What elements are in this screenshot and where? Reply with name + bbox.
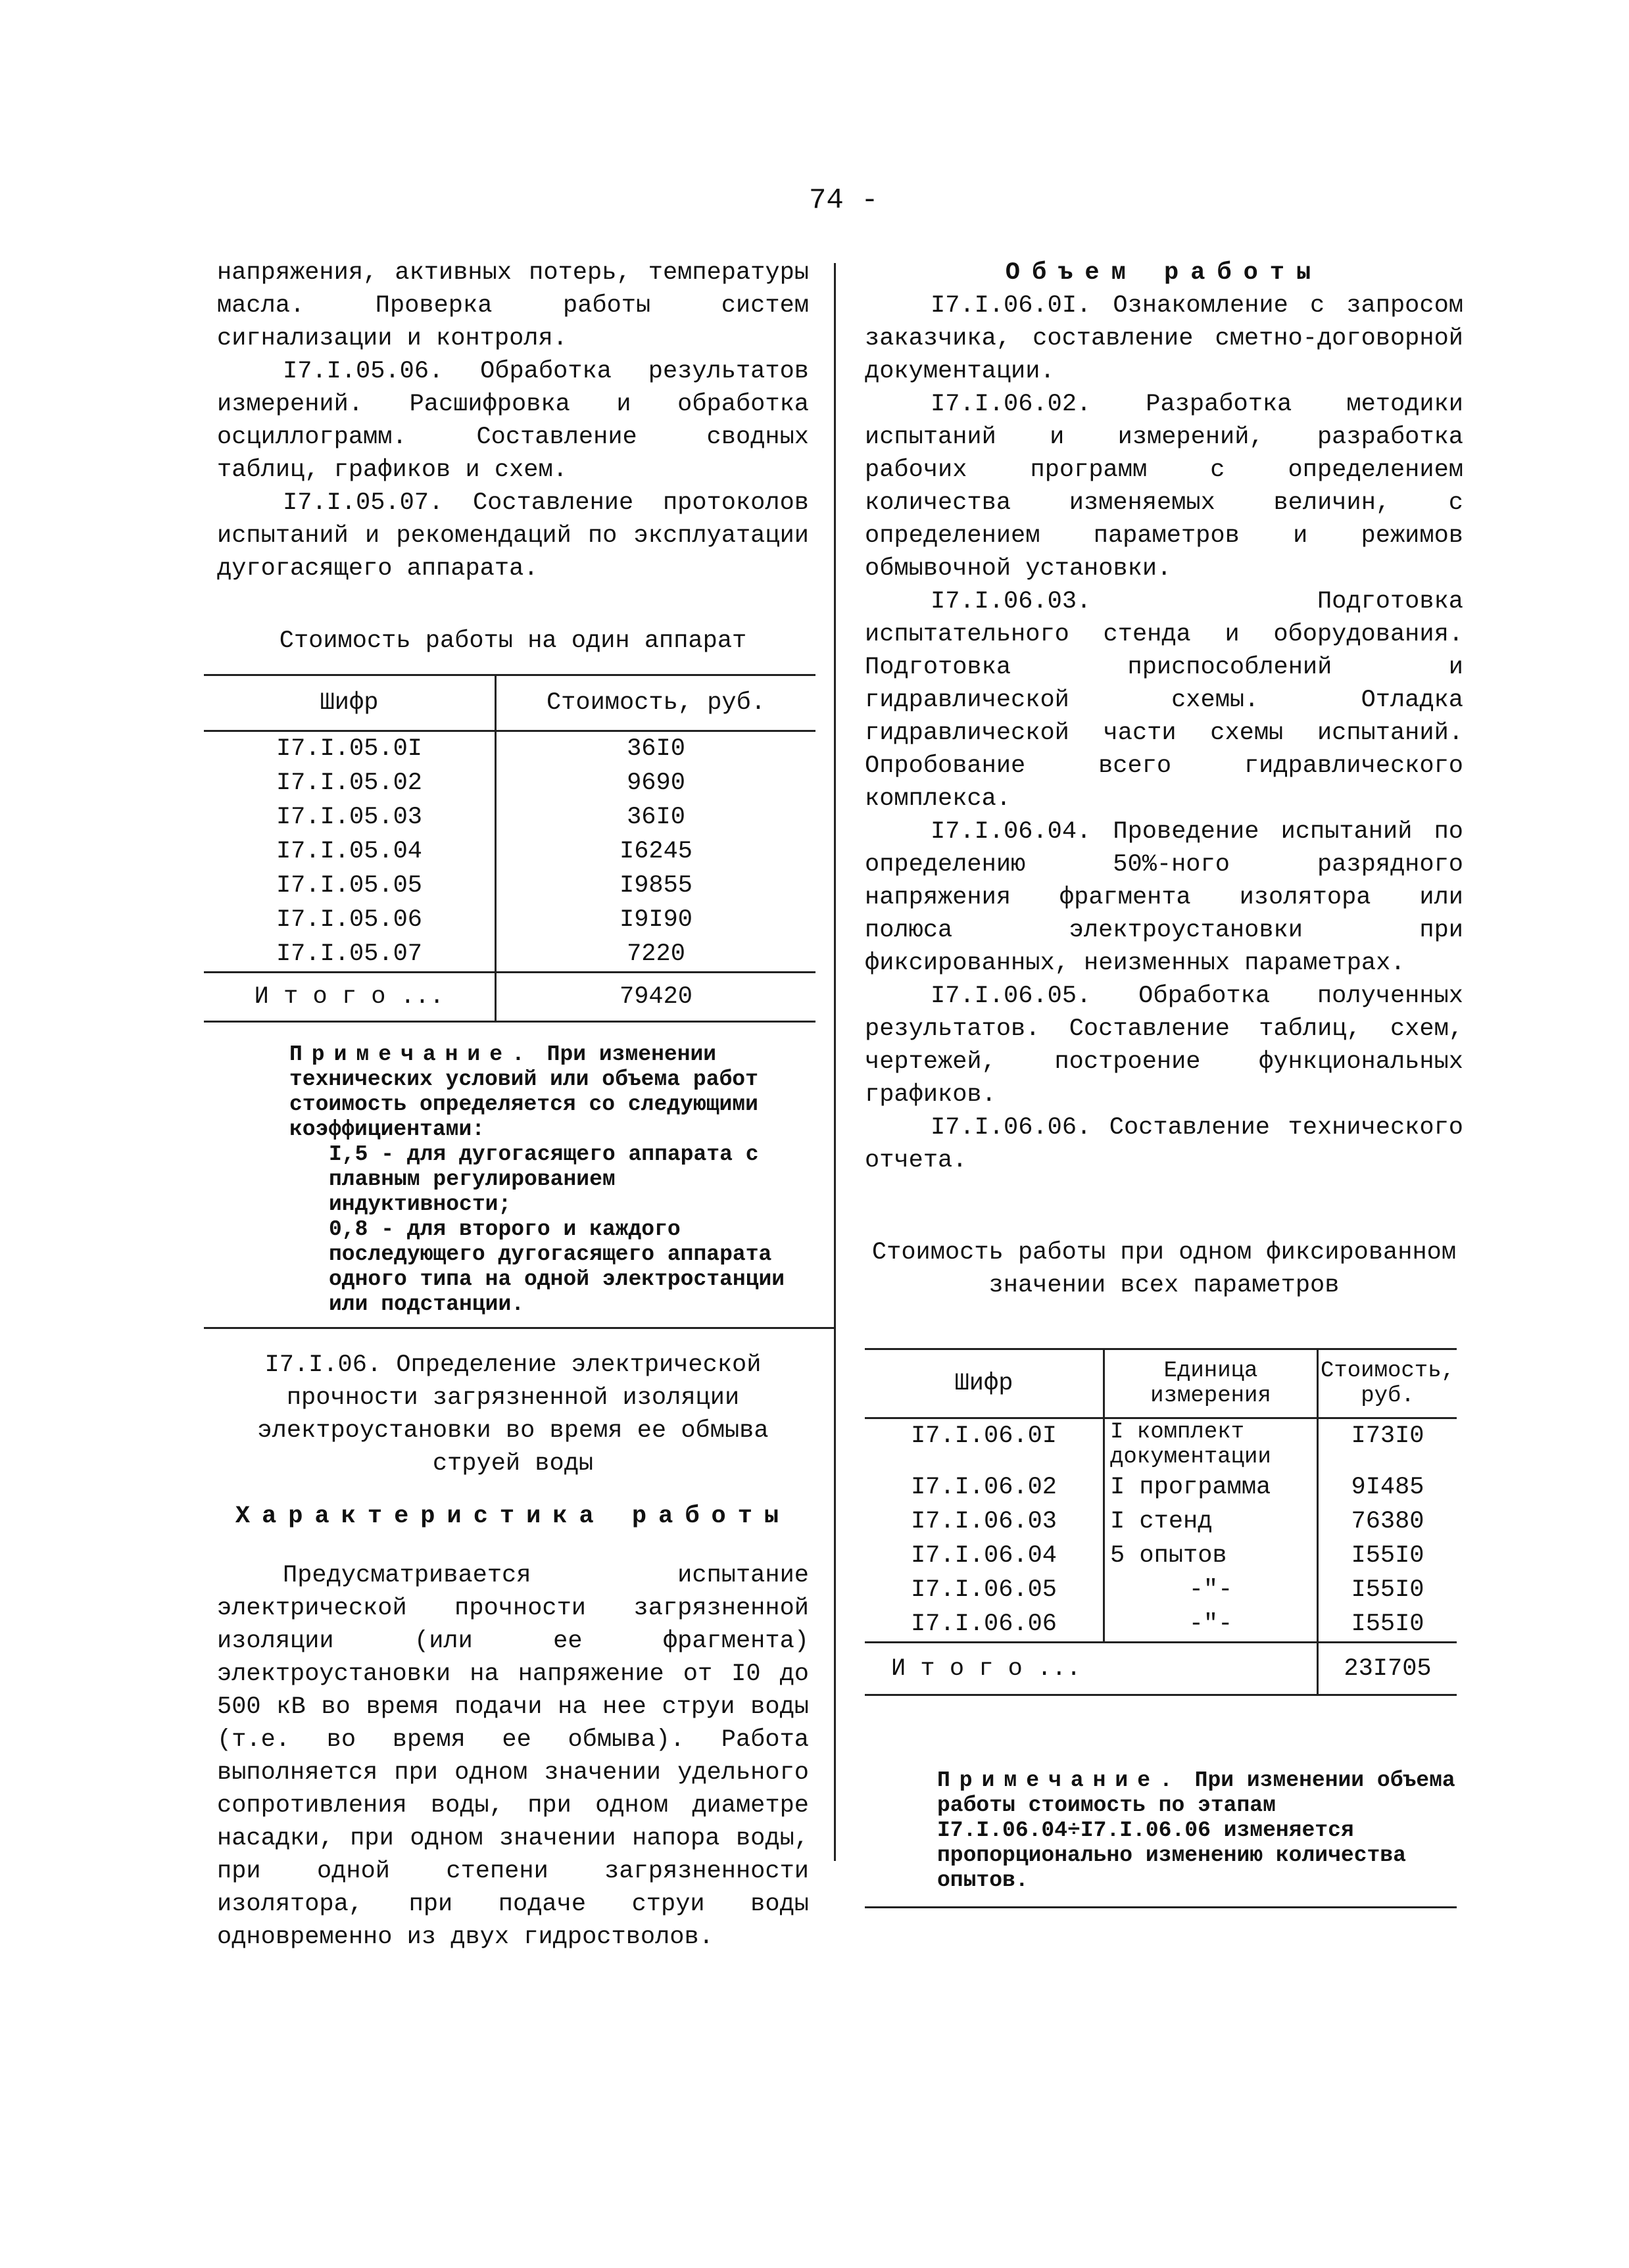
table-row: I7.I.05.0I 36I0 — [204, 731, 815, 767]
left-column — [217, 256, 809, 1954]
right-cost-table — [865, 1348, 1457, 1696]
table-row: I7.I.05.05 I9855 — [204, 869, 815, 903]
table-row: I7.I.05.03 36I0 — [204, 800, 815, 834]
left-cost-table — [204, 674, 815, 1023]
item-17-1-05-07: I7.I.05.07. Составление протоколов испытаний и рекомендаций по эксплуатации дугогасящего аппарата. — [217, 489, 809, 583]
right-note — [865, 1768, 1463, 1893]
item-17-1-06-02: I7.I.06.02. Разработка методики испытаний и измерений, разработка рабочих программ с определением количества изменяемых величин, с определением параметров и режимов обмывочной установки. — [865, 391, 1463, 583]
characteristic-title: Характеристика работы — [235, 1503, 791, 1530]
table-row: I7.I.06.04 5 опытов I55I0 — [865, 1539, 1457, 1573]
item-17-1-06-04: I7.I.06.04. Проведение испытаний по определению 50%-ного разрядного напряжения фрагмента изолятора или полюса электроустановки при фиксированных, неизменных параметрах. — [865, 818, 1463, 977]
item-17-1-06-03: I7.I.06.03. Подготовка испытательного стенда и оборудования. Подготовка приспособлений и гидравлической схемы. Отладка гидравлической части схемы испытаний. Опробование всего гидравлического комплекса. — [865, 588, 1463, 813]
right-table-caption: Стоимость работы при одном фиксированном значении всех параметров — [871, 1239, 1457, 1299]
table-row: I7.I.05.04 I6245 — [204, 834, 815, 869]
left-note-rule — [204, 1327, 835, 1329]
left-header-code: Шифр — [204, 675, 496, 731]
table-row: I7.I.05.06 I9I90 — [204, 903, 815, 937]
table-row: I7.I.06.02 I программа 9I485 — [865, 1470, 1457, 1505]
item-17-1-06-05: I7.I.06.05. Обработка полученных результатов. Составление таблиц, схем, чертежей, построение функциональных графиков. — [865, 982, 1463, 1109]
note-title: Примечание. — [289, 1042, 534, 1067]
total-row: И т о г о ... 23I705 — [865, 1643, 1457, 1695]
right-header-unit: Единица измерения — [1104, 1349, 1318, 1418]
section-17-1-06-title: I7.I.06. Определение электрической прочности загрязненной изоляции электроустановки во время ее обмыва струей воды — [257, 1351, 769, 1478]
table-row: I7.I.06.06 -"- I55I0 — [865, 1607, 1457, 1643]
total-row: И т о г о ... 79420 — [204, 973, 815, 1022]
note-title: Примечание. — [937, 1768, 1182, 1793]
left-note — [217, 1042, 809, 1317]
table-row: I7.I.05.07 7220 — [204, 937, 815, 973]
table-row: I7.I.06.03 I стенд 76380 — [865, 1505, 1457, 1539]
column-divider — [834, 263, 836, 1861]
scope-title: Объем работы — [1005, 259, 1323, 287]
note-text: При изменении технических условий или объема работ стоимость определяется со следующими коэффициентами: — [289, 1042, 758, 1142]
table-row: I7.I.06.0I I комплект документации I73I0 — [865, 1418, 1457, 1471]
left-table-caption: Стоимость работы на один аппарат — [279, 627, 747, 655]
note-coefficient-2: 0,8 - для второго и каждого последующего дугогасящего аппарата одного типа на одной электростанции или подстанции. — [329, 1217, 785, 1316]
item-17-1-06-01: I7.I.06.0I. Ознакомление с запросом заказчика, составление сметно-договорной документации. — [865, 292, 1463, 385]
table-row: I7.I.06.05 -"- I55I0 — [865, 1573, 1457, 1607]
page-number: 74 - — [809, 184, 879, 217]
table-row: I7.I.05.02 9690 — [204, 766, 815, 800]
right-note-rule — [865, 1906, 1457, 1908]
right-header-cost: Стоимость, руб. — [1318, 1349, 1457, 1418]
note-coefficient-1: I,5 - для дугогасящего аппарата с плавным регулированием индуктивности; — [329, 1142, 759, 1217]
item-17-1-05-06: I7.I.05.06. Обработка результатов измерений. Расшифровка и обработка осциллограмм. Составление сводных таблиц, графиков и схем. — [217, 358, 809, 484]
left-header-cost: Стоимость, руб. — [496, 675, 816, 731]
characteristic-text: Предусматривается испытание электрической прочности загрязненной изоляции (или ее фрагмента) электроустановки на напряжение от I0 до 500 кВ во время подачи на нее струи воды (т.е. во время ее обмыва). Работа выполняется при одном значении удельного сопротивления воды, при одном диаметре насадки, при одном значении напора воды, при одной степени загрязненности изолятора, при подаче струи воды одновременно из двух гидростволов. — [217, 1562, 809, 1951]
item-17-1-06-06: I7.I.06.06. Составление технического отчета. — [865, 1114, 1463, 1174]
right-column — [865, 256, 1463, 1908]
right-header-code: Шифр — [865, 1349, 1104, 1418]
intro-paragraph: напряжения, активных потерь, температуры масла. Проверка работы систем сигнализации и контроля. — [217, 259, 809, 352]
note-text: При изменении объема работы стоимость по этапам I7.I.06.04÷I7.I.06.06 изменяется пропорционально изменению количества опытов. — [937, 1768, 1455, 1893]
